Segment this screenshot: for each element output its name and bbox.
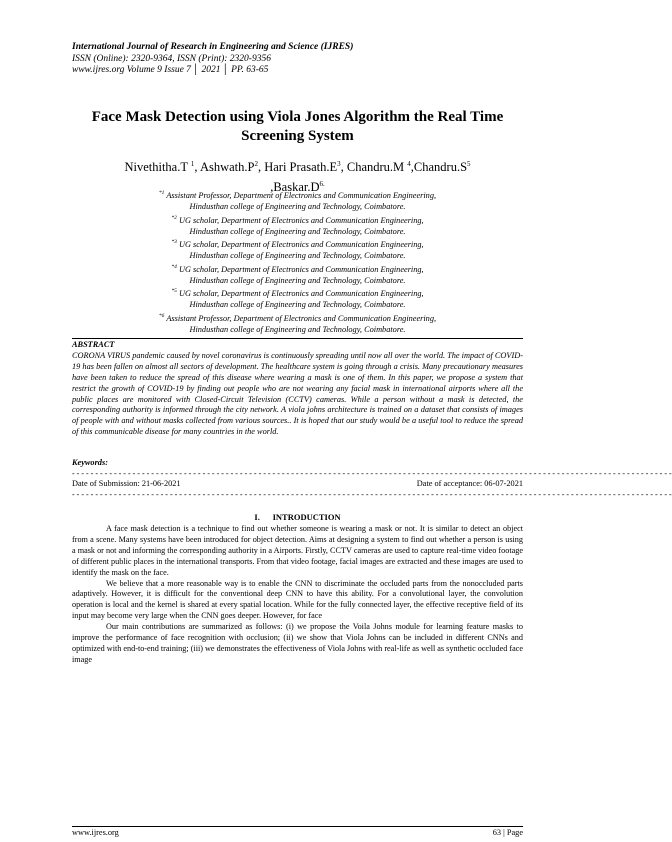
affiliation-mark: *4 [171, 263, 177, 270]
author-4-mark: 4 [407, 160, 411, 168]
paragraph: A face mask detection is a technique to find out whether someone is wearing a mask or not. It is similar to detect an object from a scene. Many systems have been introduced for object detection. Aims at designing a system to find out whether a person is using a mask or not and informing the corresponding authority in a Airports. Firstly, CCTV cameras are used to capture real-time video footage of different public places in the international transports. From that video footage, facial images are extracted and these images are used to identify the mask on the face. [72, 524, 523, 577]
author-2-mark: 2 [254, 160, 258, 168]
affiliation-dept: UG scholar, Department of Electronics and Communication Engineering, [176, 215, 424, 225]
affiliation-college: Hindusthan college of Engineering and Technology, Coimbatore. [189, 325, 406, 335]
affiliation-item [60, 286, 535, 311]
author-6-mark: 6. [319, 180, 325, 189]
author-3-mark: 3 [337, 160, 341, 168]
journal-header [72, 42, 532, 77]
paper-title: Face Mask Detection using Viola Jones Algorithm the Real Time Screening System [91, 109, 504, 144]
affiliation-dept: UG scholar, Department of Electronics and Communication Engineering, [176, 289, 424, 299]
author-3: , Hari Prasath.E [257, 160, 338, 175]
affiliation-dept: Assistant Professor, Department of Electronics and Communication Engineering, [164, 313, 437, 323]
affiliation-dept: Assistant Professor, Department of Electronics and Communication Engineering, [164, 190, 437, 200]
abstract-heading: ABSTRACT [72, 340, 115, 349]
paragraph: Our main contributions are summarized as follows: (i) we propose the Voila Johns module for learning feature masks to improve the performance of face recognition with occlusion; (ii) we show that Viola Johns can be included in different CNNs and optimized with end-to-end training; (iii) we demonstrates the effectiveness of Viola Johns with real-life as well as synthetic occluded face image [72, 622, 523, 664]
author-4: , Chandru.M [340, 160, 408, 175]
abstract-text: CORONA VIRUS pandemic caused by novel coronavirus is continuously spreading until now all over the world. The impact of COVID-19 has been fallen on almost all sectors of development. The healthcare system is going through a crisis. Many precautionary measures have been taken to reduce the spread of this disease where wearing a mask is one of them. In this paper, we propose a system that restrict the growth of COVID-19 by finding out people who are not wearing any facial mask in international airports where all the public places are monitored with Closed-Circuit Television (CCTV) cameras. While a person without a mask is detected, the corresponding authority is informed through the city network. A viola johns architecture is trained on a dataset that consists of images of people with and without masks collected from various sources.. It is hoped that our study would be a useful tool to reduce the spread of this communicable disease for many countries in the world. [72, 350, 523, 437]
dates-row [72, 479, 523, 488]
journal-issn: ISSN (Online): 2320-9364, ISSN (Print): 2320-9356 [72, 53, 271, 64]
section-title: INTRODUCTION [272, 512, 341, 522]
affiliation-item [60, 262, 535, 287]
affiliation-dept: UG scholar, Department of Electronics and Communication Engineering, [176, 264, 424, 274]
keywords-label: Keywords: [72, 458, 108, 467]
author-1: Nivethitha.T [124, 160, 191, 175]
submission-date: Date of Submission: 21-06-2021 [72, 479, 181, 488]
affiliation-mark: *3 [171, 239, 177, 246]
affiliation-college: Hindusthan college of Engineering and Technology, Coimbatore. [189, 300, 406, 310]
abstract-block [72, 340, 523, 438]
affiliation-college: Hindusthan college of Engineering and Technology, Coimbatore. [189, 202, 406, 212]
paragraph: We believe that a more reasonable way is to enable the CNN to discriminate the occluded parts from the nonoccluded parts adaptively. However, it is difficult for the conventional deep CNN to have this ability. For a convolutional layer, the convolution operation is local and the kernel is shared at every spatial location. While for the fully connected layer, the effective receptive field of its input may become very large when the CNN goes deeper. However, for face [72, 578, 523, 621]
footer-url: www.ijres.org [72, 828, 119, 837]
affiliation-mark: *1 [158, 190, 165, 196]
abstract-top-rule [72, 338, 523, 339]
author-5: ,Chandru.S [410, 160, 468, 175]
affiliation-mark: *5 [171, 288, 177, 295]
affiliation-list [60, 188, 535, 335]
page-number: 63 | Page [492, 828, 523, 837]
footer-rule [72, 826, 523, 827]
author-5-mark: 5 [467, 160, 471, 168]
section-body [72, 524, 523, 666]
affiliation-college: Hindusthan college of Engineering and Technology, Coimbatore. [189, 226, 406, 236]
affiliation-mark: *2 [171, 214, 177, 221]
affiliation-college: Hindusthan college of Engineering and Technology, Coimbatore. [189, 275, 406, 285]
affiliation-mark: *6 [158, 312, 165, 319]
author-2: , Ashwath.P [194, 160, 255, 175]
affiliation-dept: UG scholar, Department of Electronics and Communication Engineering, [176, 239, 424, 249]
affiliation-college: Hindusthan college of Engineering and Technology, Coimbatore. [189, 251, 406, 261]
journal-name: International Journal of Research in Engineering and Science (IJRES) [72, 42, 354, 52]
author-6: ,Baskar.D [270, 180, 320, 195]
section-number: I. [254, 512, 260, 522]
divider-dashed: - - - - - - - - - - - - - - - - - - - - - - - - - - - - - - - - - - - - - - - - - - - - - - - - - - - - - - - - - - - - - - - - - - - - - - - - - - - - - - - - - - - - - - - - - - - - - - - - - - - - - - - - - - - - - - - - - - - - - - - - - - - - - - - - - [72, 469, 672, 478]
affiliation-item [60, 311, 535, 336]
journal-volume: www.ijres.org Volume 9 Issue 7 │ 2021 │ PP. 63-65 [72, 65, 269, 76]
author-1-mark: 1 [190, 160, 195, 168]
section-heading [72, 512, 523, 522]
affiliation-item [60, 188, 535, 213]
affiliation-item [60, 213, 535, 238]
acceptance-date: Date of acceptance: 06-07-2021 [416, 479, 523, 488]
divider-dashed: - - - - - - - - - - - - - - - - - - - - - - - - - - - - - - - - - - - - - - - - - - - - - - - - - - - - - - - - - - - - - - - - - - - - - - - - - - - - - - - - - - - - - - - - - - - - - - - - - - - - - - - - - - - - - - - - - - - - - - - - - - - - - - - - - [72, 490, 672, 499]
affiliation-item [60, 237, 535, 262]
